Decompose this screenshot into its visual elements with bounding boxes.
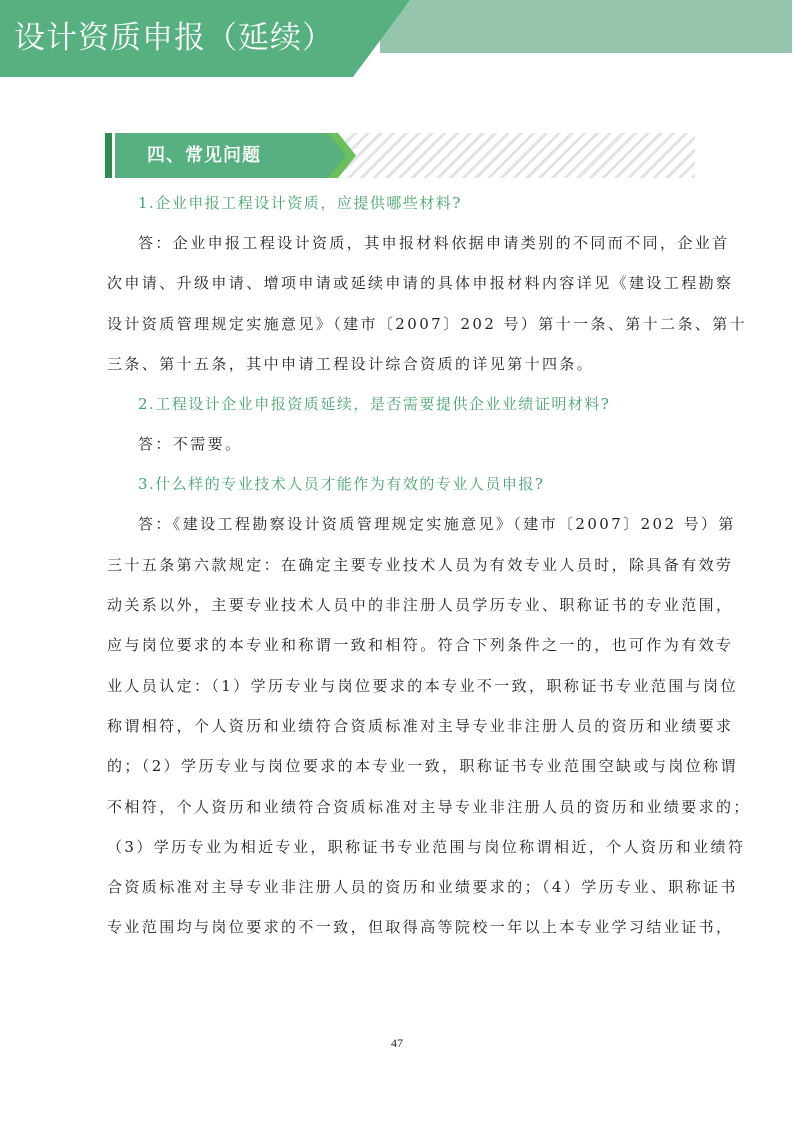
header-light-band	[380, 0, 792, 53]
faq-question: 2.工程设计企业申报资质延续，是否需要提供企业业绩证明材料?	[138, 395, 611, 414]
answer-line: 的；（2）学历专业与岗位要求的本专业一致，职称证书专业范围空缺或与岗位称谓	[107, 757, 738, 776]
answer-line: 应与岗位要求的本专业和称谓一致和相符。符合下列条件之一的，也可作为有效专	[107, 636, 734, 655]
answer-line: 专业范围均与岗位要求的不一致，但取得高等院校一年以上本专业学习结业证书，	[107, 918, 734, 937]
page-header-title: 设计资质申报（延续）	[14, 20, 334, 56]
answer-line: 答：企业申报工程设计资质，其申报材料依据申请类别的不同而不同，企业首	[138, 234, 730, 252]
section-title: 四、常见问题	[147, 145, 261, 166]
answer-line: 答：不需要。	[138, 435, 243, 454]
answer-line: 称谓相符，个人资历和业绩符合资质标准对主导专业非注册人员的资历和业绩要求	[107, 716, 734, 735]
answer-line: 业人员认定：（1）学历专业与岗位要求的本专业不一致，职称证书专业范围与岗位	[107, 676, 738, 695]
faq-question: 3.什么样的专业技术人员才能作为有效的专业人员申报?	[138, 475, 545, 494]
faq-content	[107, 183, 751, 948]
answer-line: 动关系以外，主要专业技术人员中的非注册人员学历专业、职称证书的专业范围，	[107, 596, 734, 615]
faq-answer	[107, 424, 687, 464]
answer-line: 次申请、升级申请、增项申请或延续申请的具体申报材料内容详见《建设工程勘察	[107, 274, 734, 293]
section-banner-stripe	[105, 133, 112, 178]
answer-line: 不相符，个人资历和业绩符合资质标准对主导专业非注册人员的资历和业绩要求的；	[107, 797, 751, 816]
page-number: 47	[391, 1036, 403, 1050]
answer-line: 设计资质管理规定实施意见》（建市〔2007〕202 号）第十一条、第十二条、第十	[107, 314, 748, 333]
answer-line: 答：《建设工程勘察设计资质管理规定实施意见》（建市〔2007〕202 号）第	[138, 515, 736, 534]
section-banner-hatch	[345, 133, 695, 178]
answer-line: （3）学历专业为相近专业，职称证书专业范围与岗位称谓相近，个人资历和业绩符	[107, 837, 746, 856]
answer-line: 合资质标准对主导专业非注册人员的资历和业绩要求的；（4）学历专业、职称证书	[107, 878, 738, 897]
faq-question: 1.企业申报工程设计资质，应提供哪些材料?	[138, 194, 462, 212]
answer-line: 三十五条第六款规定：在确定主要专业技术人员为有效专业人员时，除具备有效劳	[107, 555, 734, 574]
faq-answer	[107, 223, 748, 384]
answer-line: 三条、第十五条，其中申请工程设计综合资质的详见第十四条。	[107, 354, 595, 373]
section-banner	[105, 133, 695, 178]
faq-answer	[107, 504, 751, 947]
